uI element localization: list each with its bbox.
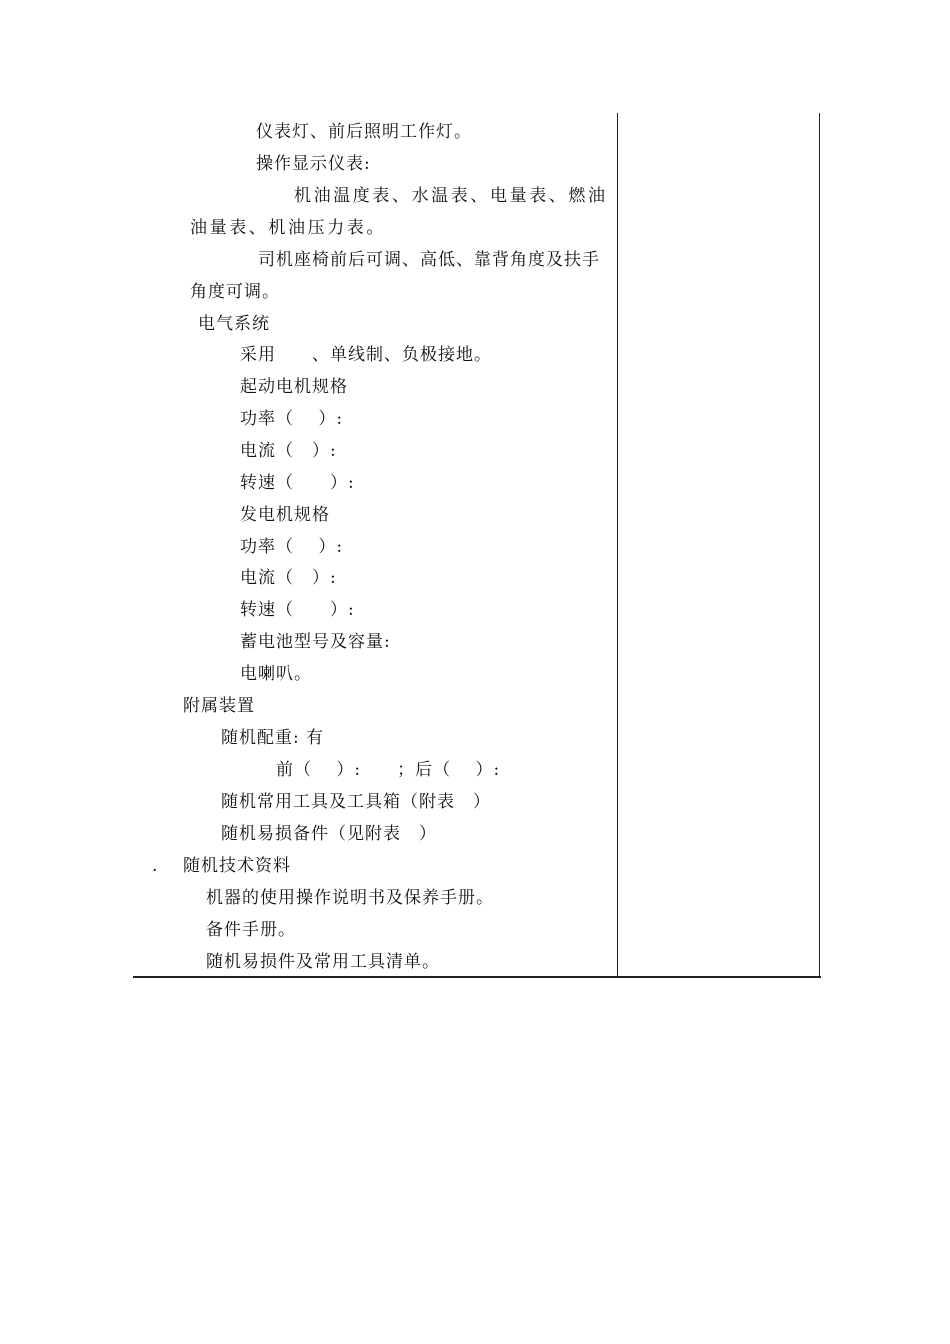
text-line: 发电机规格 — [240, 505, 330, 525]
text-line: 转速（ ）: — [240, 600, 355, 620]
text-line: 电喇叭。 — [240, 664, 312, 684]
bottom-border — [133, 976, 821, 978]
text-line: 机器的使用操作说明书及保养手册。 — [206, 888, 494, 908]
section-heading: 电气系统 — [198, 314, 270, 334]
text-line: 随机易损件及常用工具清单。 — [206, 952, 440, 972]
section-heading: 随机技术资料 — [183, 856, 291, 876]
text-line: 电流（ ）: — [240, 568, 337, 588]
text-line: 蓄电池型号及容量: — [240, 632, 391, 652]
text-line: 起动电机规格 — [240, 377, 348, 397]
text-line: 前（ ）: ；后（ ）: — [276, 760, 501, 780]
text-line: 备件手册。 — [206, 920, 296, 940]
list-marker: . — [152, 856, 159, 876]
text-line: 角度可调。 — [190, 282, 280, 302]
text-line: 机油温度表、水温表、电量表、燃油 — [294, 186, 608, 206]
column-divider — [617, 113, 618, 977]
section-heading: 附属装置 — [183, 696, 255, 716]
right-border — [819, 113, 820, 977]
text-line: 转速（ ）: — [240, 473, 355, 493]
text-line: 功率（ ）: — [240, 537, 344, 557]
text-line: 采用 、单线制、负极接地。 — [240, 345, 492, 365]
text-line: 操作显示仪表: — [256, 154, 371, 174]
text-line: 油量表、机油压力表。 — [190, 218, 386, 238]
text-line: 随机常用工具及工具箱（附表 ） — [221, 792, 491, 812]
text-line: 功率（ ）: — [240, 409, 344, 429]
text-line: 随机易损备件（见附表 ） — [221, 824, 437, 844]
text-line: 仪表灯、前后照明工作灯。 — [256, 122, 472, 142]
text-line: 司机座椅前后可调、高低、靠背角度及扶手 — [258, 250, 600, 270]
text-line: 随机配重: 有 — [221, 728, 325, 748]
text-line: 电流（ ）: — [240, 441, 337, 461]
